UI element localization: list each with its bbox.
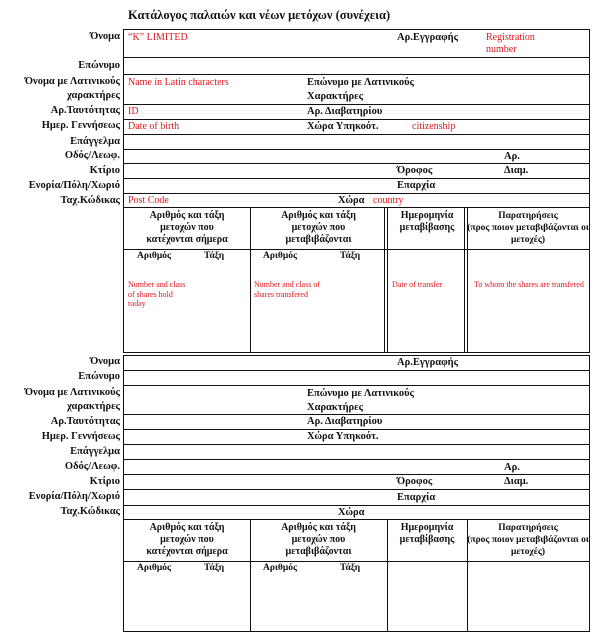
label-latin-name-1a: Όνομα με Λατινικούς (24, 76, 120, 87)
transferred-number-subheader: Αριθμός (263, 563, 297, 573)
latin-surname-label-1: Επώνυμο με Λατινικούς (307, 388, 414, 399)
registration-annotation-1: Registration (486, 32, 535, 43)
remarks-header: Παρατηρήσεις (προς ποιον μεταβιβάζονται οι μετοχές) (467, 211, 589, 245)
district-label: Επαρχία (397, 492, 436, 503)
label-latin-name-2a: Όνομα με Λατινικούς (24, 387, 120, 398)
number-label: Αρ. (504, 151, 520, 162)
remarks-annotation: To whom the shares are transfered (474, 280, 584, 289)
transfer-date-header: Ημερομηνία μεταβίβασης (399, 522, 455, 545)
transferred-shares-header: Αριθμός και τάξη μετοχών που μεταβιβάζονται (281, 210, 356, 245)
shareholder-block-1 (123, 29, 590, 353)
postcode-annotation: Post Code (128, 195, 169, 206)
label-latin-name-1b: χαρακτήρες (66, 90, 120, 101)
label-surname-1: Επώνυμο (78, 60, 120, 71)
company-name-annotation: “K” LIMITED (128, 32, 188, 43)
label-postcode-1: Ταχ.Κώδικας (60, 195, 120, 206)
row-profession (124, 445, 589, 460)
label-id-1: Αρ.Ταυτότητας (50, 105, 120, 116)
label-area-1: Ενορία/Πόλη/Χωριό (28, 180, 120, 191)
label-area-2: Ενορία/Πόλη/Χωριό (28, 491, 120, 502)
row-surname (124, 371, 589, 386)
district-label: Επαρχία (397, 180, 436, 191)
label-dob-1: Ημερ. Γεννήσεως (41, 120, 120, 131)
held-annotation: Number and class of shares hold today (128, 280, 186, 308)
label-profession-1: Επάγγελμα (70, 136, 120, 147)
transferred-shares-header: Αριθμός και τάξη μετοχών που μεταβιβάζονται (281, 522, 356, 557)
dob-annotation: Date of birth (128, 121, 180, 132)
shareholder-block-2 (123, 355, 590, 632)
latin-surname-label-2: Χαρακτήρες (307, 91, 364, 102)
citizenship-annotation: citizenship (412, 121, 456, 132)
latin-name-annotation: Name in Latin characters (128, 77, 229, 88)
country-label: Χώρα (338, 507, 365, 518)
passport-label: Αρ. Διαβατηρίου (307, 416, 383, 427)
registration-label: Αρ.Εγγραφής (397, 357, 459, 368)
held-number-subheader: Αριθμός (137, 563, 171, 573)
label-dob-2: Ημερ. Γεννήσεως (41, 431, 120, 442)
apartment-label: Διαμ. (504, 165, 529, 176)
held-class-subheader: Τάξη (204, 563, 225, 573)
label-building-1: Κτίριο (89, 165, 120, 176)
date-annotation: Date of transfer (392, 280, 443, 289)
held-shares-header: Αριθμός και τάξη μετοχών που κατέχονται σήμερα (146, 522, 228, 557)
transferred-annotation: Number and class of shares transfered (254, 280, 320, 299)
passport-label: Αρ. Διαβατηρίου (307, 106, 383, 117)
row-area (124, 490, 589, 506)
label-building-2: Κτίριο (89, 476, 120, 487)
label-postcode-2: Ταχ.Κώδικας (60, 506, 120, 517)
label-profession-2: Επάγγελμα (70, 446, 120, 457)
transferred-class-subheader: Τάξη (340, 251, 361, 261)
held-shares-header: Αριθμός και τάξη μετοχών που κατέχονται σήμερα (146, 210, 228, 245)
latin-surname-label-2: Χαρακτήρες (307, 402, 364, 413)
floor-label: Όροφος (397, 476, 433, 487)
label-street-1: Οδός/Λεωφ. (64, 150, 120, 161)
row-profession (124, 135, 589, 150)
citizenship-label: Χώρα Υπηκοότ. (307, 431, 379, 442)
row-area (124, 179, 589, 194)
floor-label: Όροφος (397, 165, 433, 176)
label-name-1: Όνομα (90, 31, 120, 42)
transfer-date-header: Ημερομηνία μεταβίβασης (399, 210, 455, 233)
transferred-number-subheader: Αριθμός (263, 251, 297, 261)
held-class-subheader: Τάξη (204, 251, 225, 261)
row-name (124, 356, 589, 371)
label-latin-name-2b: χαρακτήρες (66, 401, 120, 412)
registration-annotation-2: number (486, 44, 517, 55)
held-number-subheader: Αριθμός (137, 251, 171, 261)
remarks-header: Παρατηρήσεις (προς ποιον μεταβιβάζονται οι μετοχές) (467, 523, 589, 557)
form-title: Κατάλογος παλαιών και νέων μετόχων (συνέχεια) (128, 8, 391, 22)
apartment-label: Διαμ. (504, 476, 529, 487)
label-surname-2: Επώνυμο (78, 371, 120, 382)
number-label: Αρ. (504, 462, 520, 473)
citizenship-label: Χώρα Υπηκοότ. (307, 121, 379, 132)
transferred-class-subheader: Τάξη (340, 563, 361, 573)
registration-label: Αρ.Εγγραφής (397, 32, 459, 43)
label-street-2: Οδός/Λεωφ. (64, 461, 120, 472)
label-id-2: Αρ.Ταυτότητας (50, 416, 120, 427)
country-label: Χώρα (338, 195, 365, 206)
row-surname (124, 58, 589, 75)
country-annotation: country (373, 195, 404, 206)
label-name-2: Όνομα (90, 356, 120, 367)
latin-surname-label-1: Επώνυμο με Λατινικούς (307, 77, 414, 88)
id-annotation: ID (128, 106, 139, 117)
